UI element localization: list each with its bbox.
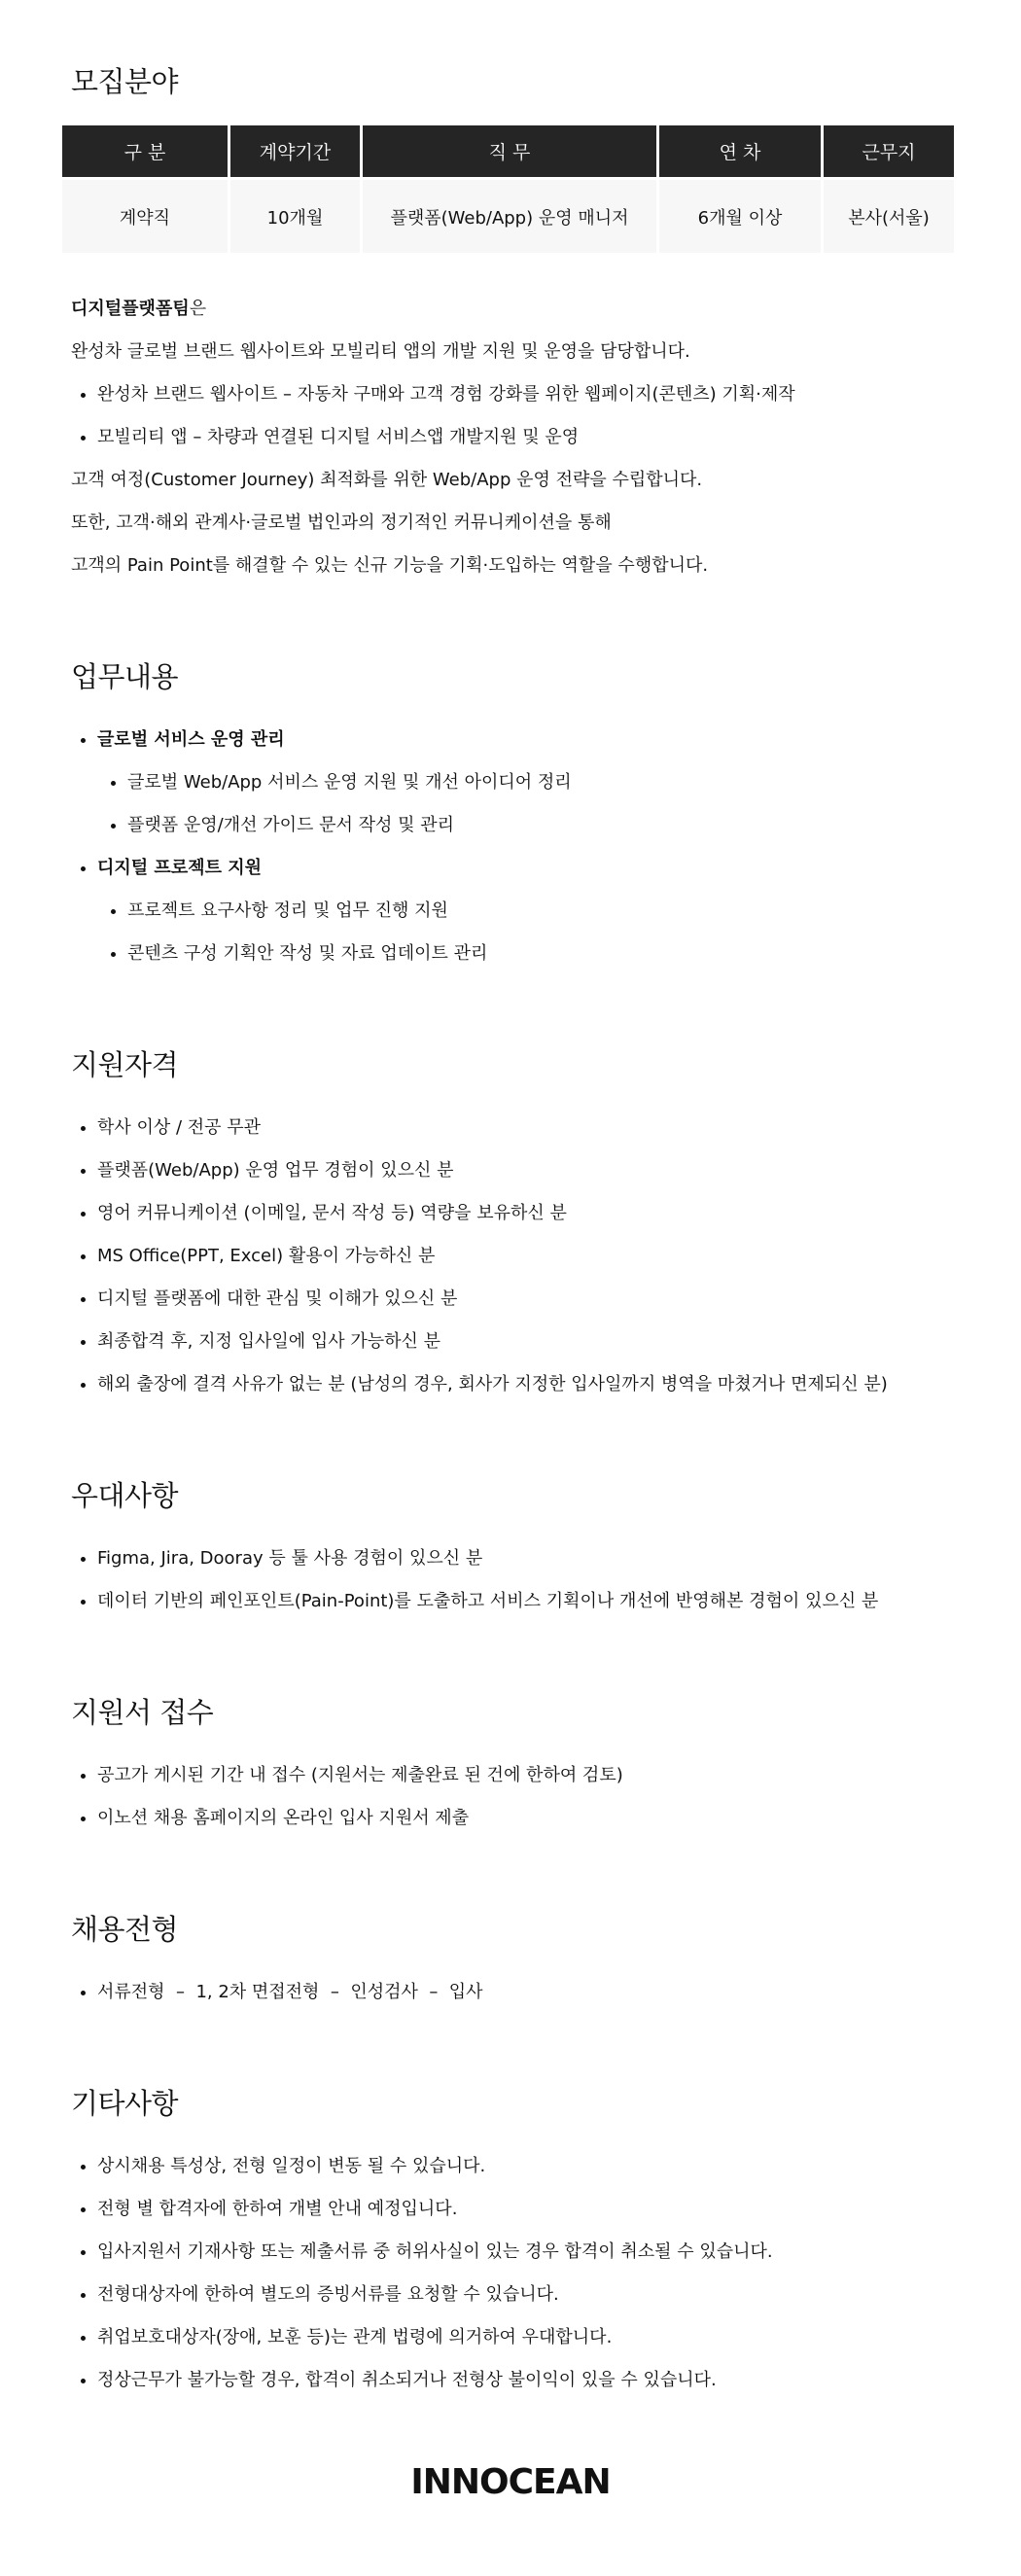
list-item: 학사 이상 / 전공 무관 — [71, 1107, 950, 1149]
recruit-table-header-row — [62, 125, 954, 177]
list-item: 이노션 채용 홈페이지의 온라인 입사 지원서 제출 — [71, 1797, 950, 1840]
list-item: 프로젝트 요구사항 정리 및 업무 진행 지원 — [71, 890, 950, 933]
list-item: 완성차 브랜드 웹사이트 – 자동차 구매와 고객 경험 강화를 위한 웹페이지(콘텐츠) 기획·제작 — [71, 373, 950, 416]
duties-section — [71, 655, 950, 975]
header-location: 근무지 — [824, 125, 954, 177]
intro-line-4: 고객의 Pain Point를 해결할 수 있는 신규 기능을 기획·도입하는 역할을 수행합니다. — [71, 555, 709, 576]
innocean-logo: INNOCEAN — [410, 2462, 611, 2502]
intro-line-2: 고객 여정(Customer Journey) 최적화를 위한 Web/App 운영 전략을 수립합니다. — [71, 470, 703, 490]
recruit-table — [59, 125, 957, 253]
team-name-suffix: 은 — [189, 299, 207, 319]
cell-contract-period: 10개월 — [230, 177, 360, 253]
cell-job: 플랫폼(Web/App) 운영 매니저 — [363, 177, 656, 253]
list-item: 전형대상자에 한하여 별도의 증빙서류를 요청할 수 있습니다. — [71, 2274, 950, 2316]
header-category: 구 분 — [62, 125, 228, 177]
header-job: 직 무 — [363, 125, 656, 177]
list-item: 디지털 플랫폼에 대한 관심 및 이해가 있으신 분 — [71, 1278, 950, 1321]
list-item: 취업보호대상자(장애, 보훈 등)는 관계 법령에 의거하여 우대합니다. — [71, 2316, 950, 2359]
list-item: MS Office(PPT, Excel) 활용이 가능하신 분 — [71, 1235, 950, 1278]
table-row — [62, 177, 954, 253]
list-item: 전형 별 합격자에 한하여 개별 안내 예정입니다. — [71, 2188, 950, 2231]
intro-line-1: 완성차 글로벌 브랜드 웹사이트와 모빌리티 앱의 개발 지원 및 운영을 담당합니다. — [71, 341, 690, 362]
intro-bullet-list — [71, 373, 950, 459]
duty-group-heading: 디지털 프로젝트 지원 — [71, 847, 950, 890]
etc-list — [71, 2145, 950, 2402]
preferred-list — [71, 1537, 950, 1623]
preferred-section-title: 우대사항 — [71, 1479, 179, 1512]
duties-list — [71, 719, 950, 975]
list-item: 글로벌 Web/App 서비스 운영 지원 및 개선 아이디어 정리 — [71, 761, 950, 804]
application-section-title: 지원서 접수 — [71, 1696, 214, 1729]
list-item: 정상근무가 불가능할 경우, 합격이 취소되거나 전형상 불이익이 있을 수 있습니다. — [71, 2359, 950, 2402]
process-list — [71, 1971, 950, 2014]
intro-line-3: 또한, 고객·해외 관계사·글로벌 법인과의 정기적인 커뮤니케이션을 통해 — [71, 512, 612, 533]
etc-section-title: 기타사항 — [71, 2087, 179, 2120]
list-item: 플랫폼 운영/개선 가이드 문서 작성 및 관리 — [71, 804, 950, 847]
list-item: 입사지원서 기재사항 또는 제출서류 중 허위사실이 있는 경우 합격이 취소될 수 있습니다. — [71, 2231, 950, 2274]
process-section-title: 채용전형 — [71, 1913, 179, 1946]
list-item: 영어 커뮤니케이션 (이메일, 문서 작성 등) 역량을 보유하신 분 — [71, 1192, 950, 1235]
list-item: 최종합격 후, 지정 입사일에 입사 가능하신 분 — [71, 1321, 950, 1363]
etc-section — [71, 2082, 950, 2402]
cell-experience: 6개월 이상 — [659, 177, 821, 253]
team-intro — [71, 288, 950, 587]
application-section — [71, 1691, 950, 1840]
list-item: 공고가 게시된 기간 내 접수 (지원서는 제출완료 된 건에 한하여 검토) — [71, 1754, 950, 1797]
list-item: 콘텐츠 구성 기획안 작성 및 자료 업데이트 관리 — [71, 933, 950, 975]
preferred-section — [71, 1474, 950, 1623]
qualifications-section — [71, 1043, 950, 1406]
process-section — [71, 1908, 950, 2014]
list-item: Figma, Jira, Dooray 등 툴 사용 경험이 있으신 분 — [71, 1537, 950, 1580]
list-item: 플랫폼(Web/App) 운영 업무 경험이 있으신 분 — [71, 1149, 950, 1192]
application-list — [71, 1754, 950, 1840]
recruit-section-title: 모집분야 — [71, 65, 179, 98]
qualifications-section-title: 지원자격 — [71, 1048, 179, 1081]
recruit-table-wrapper — [62, 125, 959, 253]
list-item: 데이터 기반의 페인포인트(Pain-Point)를 도출하고 서비스 기획이나 개선에 반영해본 경험이 있으신 분 — [71, 1580, 950, 1623]
team-name: 디지털플랫폼팀 — [71, 299, 190, 319]
list-item: 모빌리티 앱 – 차량과 연결된 디지털 서비스앱 개발지원 및 운영 — [71, 416, 950, 459]
list-item: 해외 출장에 결격 사유가 없는 분 (남성의 경우, 회사가 지정한 입사일까지 병역을 마쳤거나 면제되신 분) — [71, 1363, 950, 1406]
cell-category: 계약직 — [62, 177, 228, 253]
cell-location: 본사(서울) — [824, 177, 954, 253]
list-item: 서류전형 – 1, 2차 면접전형 – 인성검사 – 입사 — [71, 1971, 950, 2014]
duty-group-heading: 글로벌 서비스 운영 관리 — [71, 719, 950, 761]
header-experience: 연 차 — [659, 125, 821, 177]
qualifications-list — [71, 1107, 950, 1406]
header-contract-period: 계약기간 — [230, 125, 360, 177]
list-item: 상시채용 특성상, 전형 일정이 변동 될 수 있습니다. — [71, 2145, 950, 2188]
duties-section-title: 업무내용 — [71, 660, 179, 693]
team-intro-heading — [71, 288, 950, 331]
